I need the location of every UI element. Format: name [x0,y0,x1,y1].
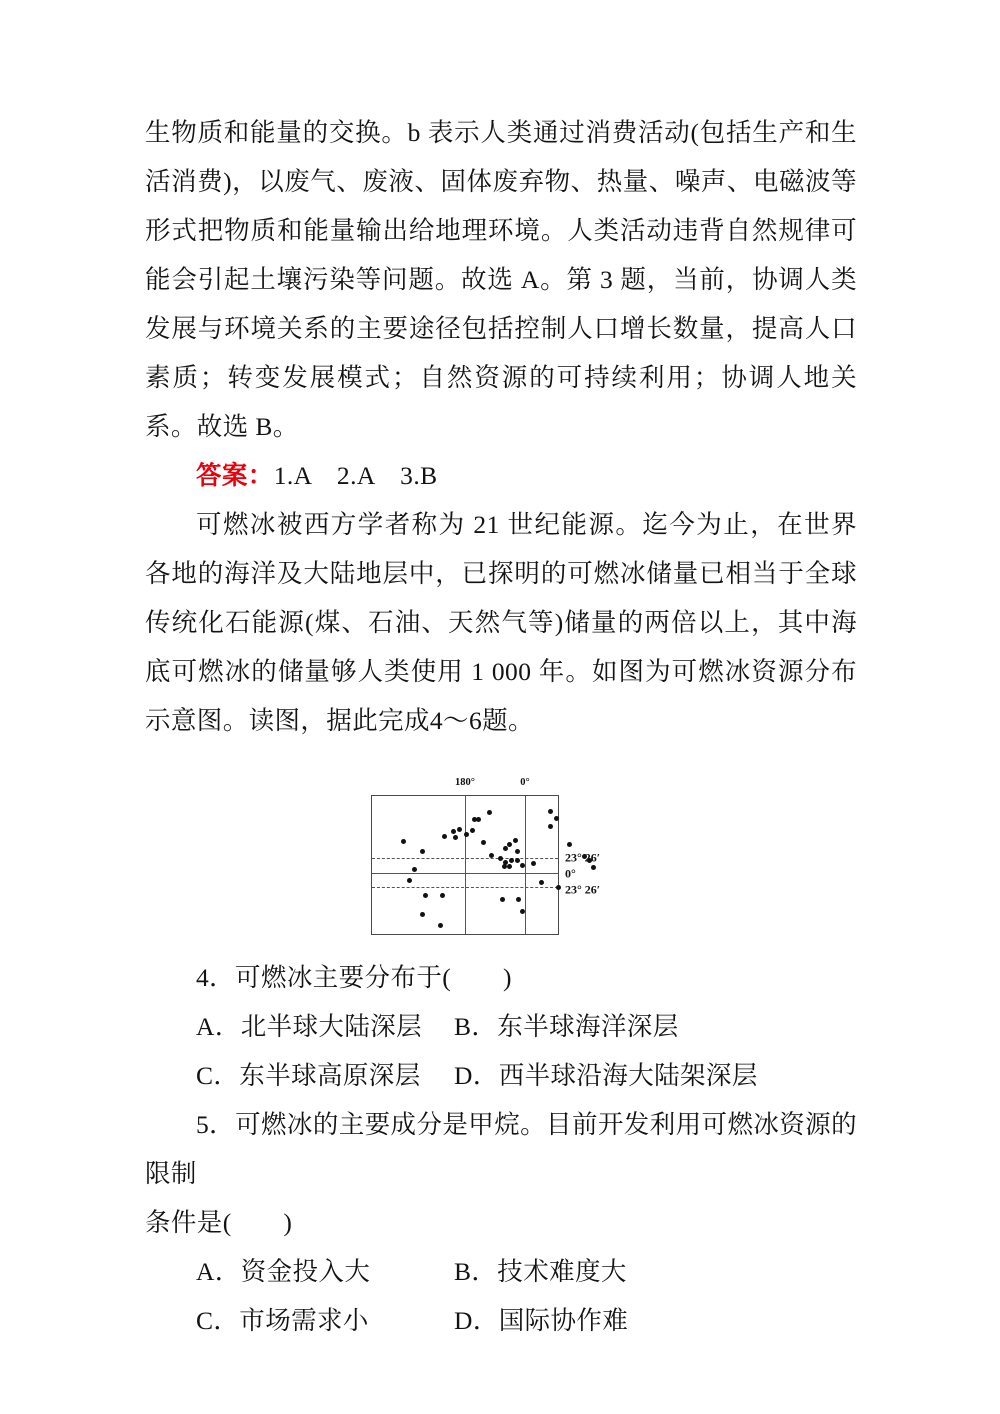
map-right-label-cancer: 23° 26′ [565,850,601,865]
map-dot [554,816,559,821]
meridian-180 [465,796,466,934]
map-frame [371,795,559,935]
question-4-option-c[interactable]: C．东半球高原深层 [196,1061,421,1090]
combustible-ice-distribution-map [367,767,635,935]
map-dot [498,856,503,861]
map-dot [500,897,505,902]
answer-label: 答案： [196,461,274,490]
map-dot [548,809,553,814]
question-5-option-d[interactable]: D．国际协作难 [454,1306,629,1335]
map-dot [507,842,512,847]
tropic-of-capricorn [372,887,558,888]
question-4-option-a[interactable]: A．北半球大陆深层 [196,1012,423,1041]
tropic-of-cancer [372,858,558,859]
question-4-options-row-1 [145,1002,857,1051]
map-dot [438,923,443,928]
map-dot [567,842,572,847]
figure-container [145,767,857,935]
map-dot [423,893,428,898]
map-right-label-capricorn: 23° 26′ [565,882,601,897]
map-top-label-180: 180° [455,777,475,788]
question-4-option-b[interactable]: B．东半球海洋深层 [454,1012,679,1041]
question-4-option-d[interactable]: D．西半球沿海大陆架深层 [454,1061,758,1090]
map-dot [556,885,561,890]
map-dot [476,817,481,822]
map-dot [516,897,521,902]
map-dot [513,838,518,843]
map-dot [481,840,486,845]
question-4-options-row-2 [145,1051,857,1100]
map-dot [515,858,520,863]
question-4-stem: 4．可燃冰主要分布于( ) [196,963,512,992]
equator-line [372,873,558,874]
question-5-option-a[interactable]: A．资金投入大 [196,1257,371,1286]
map-right-label-equator: 0° [565,866,576,881]
map-dot [457,827,462,832]
map-dot [442,834,447,839]
map-dot [539,880,544,885]
map-dot [520,863,525,868]
map-dot [412,867,417,872]
question-5-stem: 5．可燃冰的主要成分是甲烷。目前开发利用可燃冰资源的限制 [145,1110,857,1188]
answer-line [145,451,857,500]
map-dot [507,864,512,869]
question-5-options-row-2 [145,1296,857,1345]
map-dot [470,828,475,833]
map-dot [591,865,596,870]
map-dot [509,858,514,863]
map-dot [464,832,469,837]
map-dot [440,893,445,898]
map-dot [451,829,456,834]
map-dot [487,810,492,815]
map-top-label-0: 0° [520,777,530,788]
map-dot [420,912,425,917]
map-dot [531,861,536,866]
page-content [145,108,857,1345]
map-dot [407,878,412,883]
map-dot [420,849,425,854]
question-5-options-row-1 [145,1247,857,1296]
question-5-option-c[interactable]: C．市场需求小 [196,1306,369,1335]
map-dot [453,835,458,840]
explanation-paragraph: 生物质和能量的交换。b 表示人类通过消费活动(包括生产和生活消费)，以废气、废液、固体废弃物、热量、噪声、电磁波等形式把物质和能量输出给地理环境。人类活动违背自然规律可能会引起土壤污染等问题。故选 A。第 3 题，当前，协调人类发展与环境关系的主要途径包括控制人口增长数量，提高人口素质；转变发展模式；自然资源的可持续利用；协调人地关系。故选 B。 [145,118,857,441]
passage-paragraph: 可燃冰被西方学者称为 21 世纪能源。迄今为止，在世界各地的海洋及大陆地层中，已探明的可燃冰储量已相当于全球传统化石能源(煤、石油、天然气等)储量的两倍以上，其中海底可燃冰的储量够人类使用 1 000 年。如图为可燃冰资源分布示意图。读图，据此完成4～6题。 [145,510,857,735]
map-dot [401,839,406,844]
map-dot [548,824,553,829]
map-dot [515,849,520,854]
question-5-option-b[interactable]: B．技术难度大 [454,1257,627,1286]
answer-values: 1.A 2.A 3.B [273,461,438,490]
map-dot [502,864,507,869]
map-dot [489,853,494,858]
question-5-stem-continued: 条件是( ) [145,1208,293,1237]
